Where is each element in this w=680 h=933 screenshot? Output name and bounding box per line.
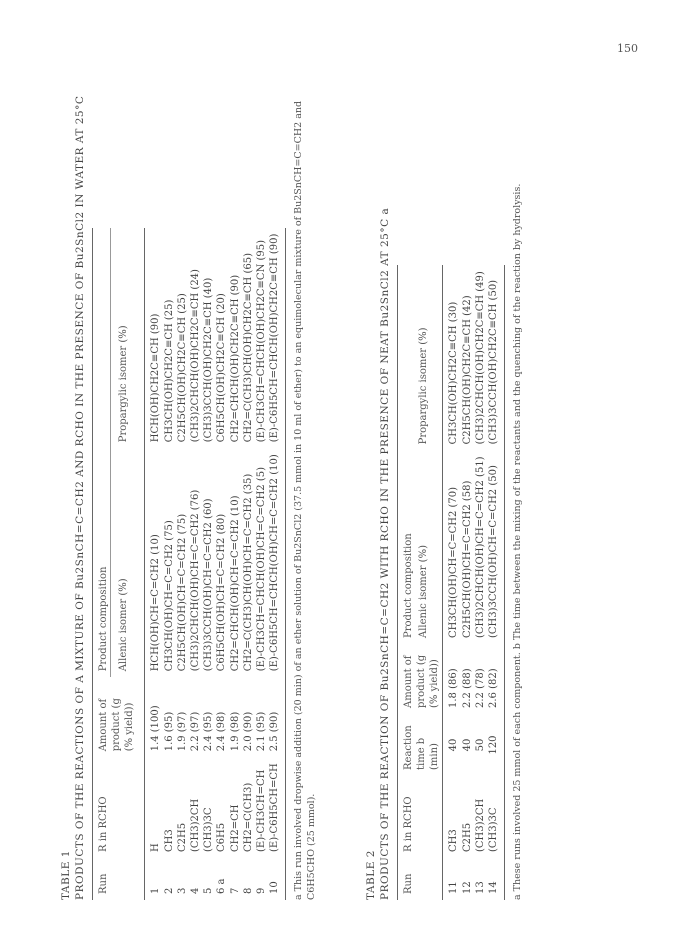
allenic-cell: (E)-C6H5CH=CHCH(OH)CH=C=CH2 (10) bbox=[269, 454, 281, 672]
allenic-cell: CH3CH(OH)CH=C=CH2 (70) bbox=[448, 486, 460, 638]
amount-cell: 2.5 (90) bbox=[269, 711, 281, 752]
r-cell: (E)-CH3CH=CH bbox=[256, 769, 268, 852]
table-row bbox=[242, 228, 255, 900]
run-cell: 9 bbox=[256, 887, 268, 894]
propargylic-cell: CH3CH(OH)CH2C≡CH (25) bbox=[163, 299, 175, 443]
table-1-header-amount: Amount of product (g (% yield)) bbox=[98, 698, 136, 752]
allenic-cell: C6H5CH(OH)CH=C=CH2 (80) bbox=[216, 513, 228, 672]
time-cell: 40 bbox=[448, 738, 460, 752]
r-cell: C2H5 bbox=[176, 822, 188, 852]
propargylic-cell: C2H5CH(OH)CH2C≡CH (25) bbox=[176, 293, 188, 443]
amount-cell: 2.1 (95) bbox=[256, 711, 268, 752]
table-1-title: PRODUCTS OF THE REACTIONS OF A MIXTURE OF Bu2SnCH=C=CH2 AND RCHO IN THE PRESENCE OF Bu2SnCl2 IN WATER AT 25°C bbox=[74, 95, 86, 900]
amount-cell: 1.4 (100) bbox=[150, 705, 162, 752]
run-cell: 13 bbox=[474, 881, 486, 894]
amount-cell: 2.2 (97) bbox=[190, 711, 202, 752]
propargylic-cell: CH2=CHCH(OH)CH2C≡CH (90) bbox=[229, 274, 241, 443]
r-cell: CH2=CH bbox=[229, 804, 241, 852]
table-2-header-propargylic: Propargylic isomer (%) bbox=[418, 327, 430, 445]
run-cell: 7 bbox=[229, 887, 241, 894]
r-cell: (CH3)2CH bbox=[474, 798, 486, 852]
propargylic-cell: (CH3)3CCH(OH)CH2C≡CH (50) bbox=[488, 279, 500, 445]
propargylic-cell: (E)-C6H5CH=CHCH(OH)CH2C≡CH (90) bbox=[269, 233, 281, 443]
r-cell: (E)-C6H5CH=CH bbox=[269, 763, 281, 852]
rotated-page-content bbox=[60, 40, 620, 900]
table-row bbox=[202, 228, 215, 900]
amount-cell: 2.2 (78) bbox=[474, 668, 486, 708]
r-cell: (CH3)2CH bbox=[190, 798, 202, 852]
table-1 bbox=[60, 96, 318, 900]
propargylic-cell: (E)-CH3CH=CHCH(OH)CH2C≡CN (95) bbox=[256, 239, 268, 443]
run-cell: 14 bbox=[488, 881, 500, 894]
propargylic-cell: (CH3)3CCH(OH)CH2C≡CH (40) bbox=[203, 277, 215, 443]
r-cell: (CH3)3C bbox=[203, 807, 215, 852]
table-row bbox=[189, 228, 202, 900]
table-2-footnote: a These runs involved 25 mmol of each component. b The time between the mixing of the reactants and the quenching of the reaction by hydrolysis. bbox=[512, 183, 524, 900]
r-cell: CH2=C(CH3) bbox=[242, 782, 254, 852]
run-cell: 4 bbox=[190, 887, 202, 894]
table-1-header-allenic: Allenic isomer (%) bbox=[111, 448, 145, 677]
table-1-footnote-line-1: a This run involved dropwise addition (20 min) of an ether solution of Bu2SnCl2 (37.5 mmol in 10 ml of ether) to an equimolecular mixture of Bu2SnCH=C=CH2 and bbox=[293, 100, 305, 900]
table-2-caption bbox=[365, 184, 391, 900]
table-1-label: TABLE 1 bbox=[60, 850, 72, 900]
table-1-footnote-line-2: C6H5CHO (25 mmol). bbox=[306, 793, 318, 900]
time-cell: 50 bbox=[474, 738, 486, 752]
run-cell: 5 bbox=[203, 887, 215, 894]
propargylic-cell: C6H5CH(OH)CH2C≡CH (20) bbox=[216, 293, 228, 443]
amount-cell: 2.4 (98) bbox=[216, 711, 228, 752]
table-1-header-propargylic: Propargylic isomer (%) bbox=[111, 228, 145, 449]
propargylic-cell: C2H5CH(OH)CH2C≡CH (42) bbox=[461, 295, 473, 445]
table-1-footnote bbox=[292, 96, 318, 900]
r-cell: CH3 bbox=[448, 829, 460, 852]
table-2-title: PRODUCTS OF THE REACTION OF Bu2SnCH=C=CH2 WITH RCHO IN THE PRESENCE OF NEAT Bu2SnCl2 AT 25°C a bbox=[379, 207, 391, 900]
r-cell: CH3 bbox=[163, 829, 175, 852]
table-2-grid bbox=[397, 265, 505, 900]
amount-cell: 1.8 (86) bbox=[448, 668, 460, 708]
amount-cell: 2.6 (82) bbox=[488, 668, 500, 708]
table-1-header-run: Run bbox=[98, 873, 109, 894]
table-row bbox=[487, 265, 505, 900]
table-1-header-composition: Product composition bbox=[98, 566, 109, 672]
table-row bbox=[176, 228, 189, 900]
table-1-caption bbox=[60, 96, 86, 900]
table-row bbox=[163, 228, 176, 900]
page-number: 150 bbox=[617, 42, 638, 55]
table-row bbox=[447, 265, 460, 900]
table-1-grid bbox=[92, 228, 286, 900]
allenic-cell: C2H5CH(OH)CH=C=CH2 (58) bbox=[461, 480, 473, 638]
run-cell: 6 a bbox=[216, 878, 228, 894]
allenic-cell: (CH3)3CCH(OH)CH=C=CH2 (60) bbox=[203, 498, 215, 672]
table-row bbox=[229, 228, 242, 900]
table-2-header-r: R in RCHO bbox=[403, 796, 414, 852]
table-2-label: TABLE 2 bbox=[365, 850, 377, 900]
run-cell: 2 bbox=[163, 887, 175, 894]
table-row bbox=[474, 265, 487, 900]
run-cell: 3 bbox=[176, 887, 188, 894]
r-cell: C2H5 bbox=[461, 822, 473, 852]
allenic-cell: CH2=CHCH(OH)CH=C=CH2 (10) bbox=[229, 495, 241, 672]
time-cell: 40 bbox=[461, 738, 473, 752]
time-cell: 120 bbox=[488, 735, 500, 755]
allenic-cell: CH2=C(CH3)CH(OH)CH=C=CH2 (35) bbox=[242, 473, 254, 672]
amount-cell: 2.2 (88) bbox=[461, 668, 473, 708]
run-cell: 12 bbox=[461, 881, 473, 894]
table-row bbox=[268, 228, 286, 900]
run-cell: 8 bbox=[242, 887, 254, 894]
amount-cell: 1.9 (98) bbox=[229, 711, 241, 752]
amount-cell: 1.6 (95) bbox=[163, 711, 175, 752]
run-cell: 10 bbox=[269, 881, 281, 894]
table-row bbox=[149, 228, 162, 900]
table-2 bbox=[365, 184, 524, 900]
table-1-header-r: R in RCHO bbox=[98, 796, 109, 852]
allenic-cell: CH3CH(OH)CH=C=CH2 (75) bbox=[163, 520, 175, 672]
allenic-cell: (CH3)2CHCH(OH)CH=C=CH2 (76) bbox=[190, 489, 202, 672]
table-2-header-amount: Amount of product (g (% yield)) bbox=[403, 654, 441, 708]
table-row bbox=[461, 265, 474, 900]
r-cell: C6H5 bbox=[216, 822, 228, 852]
amount-cell: 2.4 (95) bbox=[203, 711, 215, 752]
table-row bbox=[215, 228, 228, 900]
propargylic-cell: CH3CH(OH)CH2C≡CH (30) bbox=[448, 301, 460, 445]
propargylic-cell: HCH(OH)CH2C≡CH (90) bbox=[150, 313, 162, 443]
table-row bbox=[255, 228, 268, 900]
allenic-cell: HCH(OH)CH=C=CH2 (10) bbox=[150, 534, 162, 672]
propargylic-cell: CH2=C(CH3)CH(OH)CH2C≡CH (65) bbox=[242, 253, 254, 443]
propargylic-cell: (CH3)2CHCH(OH)CH2C≡CH (24) bbox=[190, 269, 202, 443]
r-cell: (CH3)3C bbox=[488, 807, 500, 852]
table-2-header-composition: Product composition bbox=[403, 533, 414, 638]
amount-cell: 2.0 (90) bbox=[242, 711, 254, 752]
propargylic-cell: (CH3)2CHCH(OH)CH2C≡CH (49) bbox=[474, 271, 486, 445]
table-2-header-time: Reaction time b (min) bbox=[403, 725, 441, 770]
table-2-header-run: Run bbox=[403, 873, 414, 894]
run-cell: 11 bbox=[448, 881, 460, 894]
amount-cell: 1.9 (97) bbox=[176, 711, 188, 752]
r-cell: H bbox=[150, 843, 162, 852]
allenic-cell: (CH3)3CCH(OH)CH=C=CH2 (50) bbox=[488, 465, 500, 638]
allenic-cell: (E)-CH3CH=CHCH(OH)CH=C=CH2 (5) bbox=[256, 467, 268, 672]
run-cell: 1 bbox=[150, 887, 162, 894]
allenic-cell: C2H5CH(OH)CH=C=CH2 (75) bbox=[176, 513, 188, 672]
allenic-cell: (CH3)2CHCH(OH)CH=C=CH2 (51) bbox=[474, 456, 486, 638]
table-2-header-allenic: Allenic isomer (%) bbox=[418, 545, 430, 638]
